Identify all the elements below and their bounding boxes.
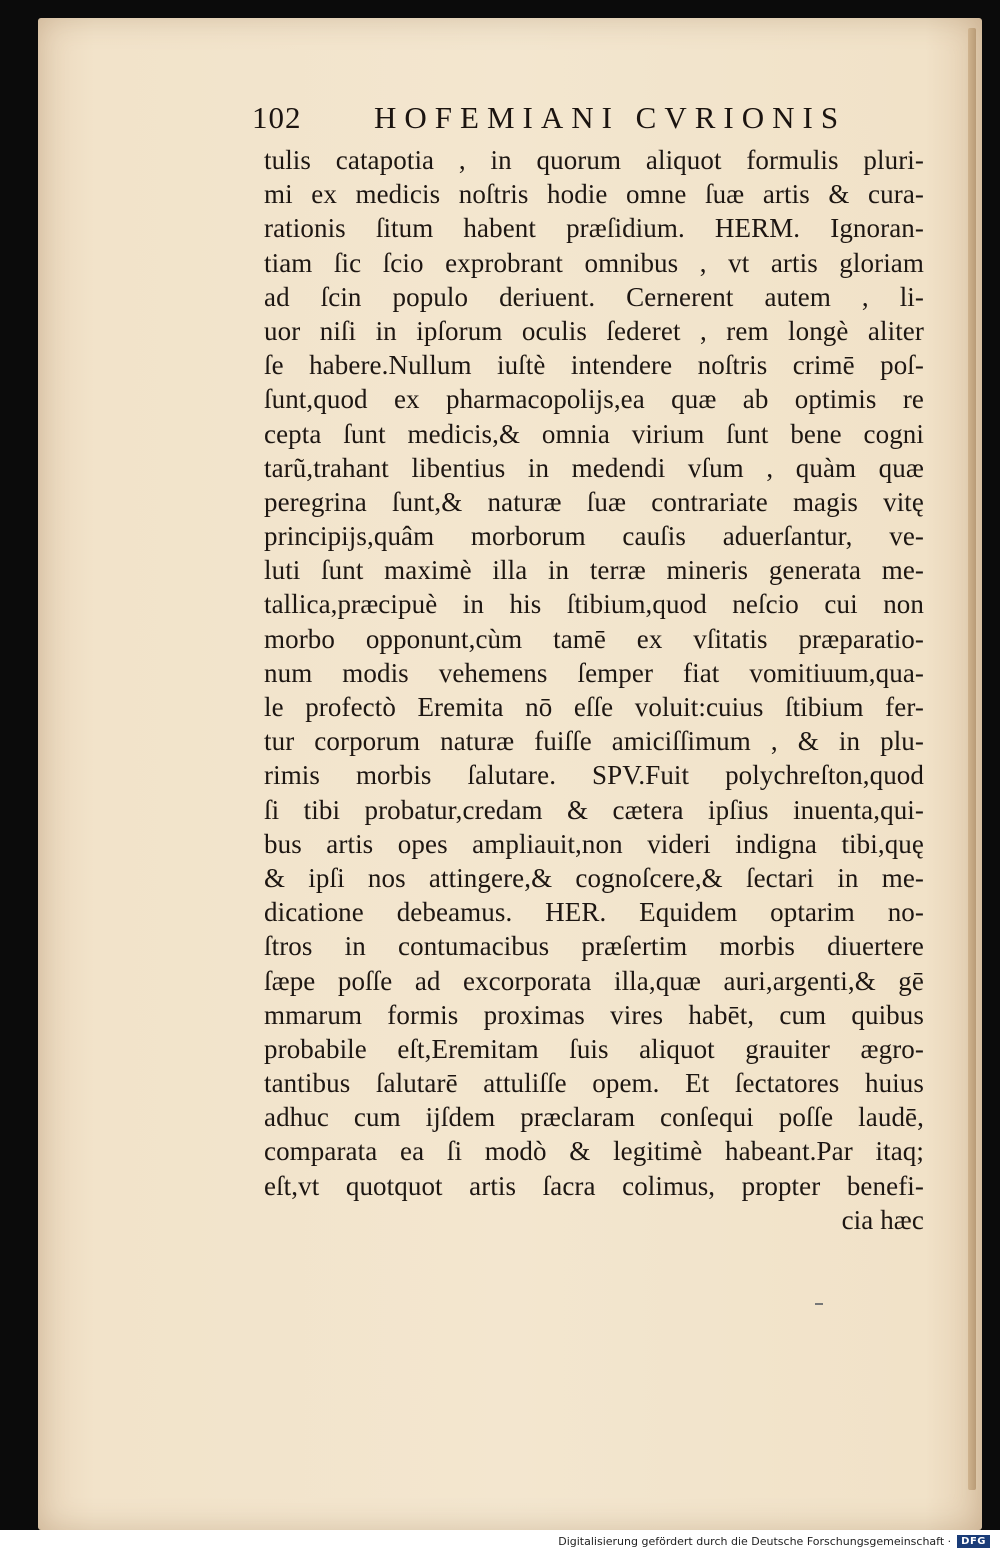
text-line: ſunt,quod ex pharmacopolijs,ea quæ ab optimis re bbox=[264, 384, 924, 415]
text-line: principijs,quâm morborum cauſis aduerſantur, ve- bbox=[264, 521, 924, 552]
text-line: tur corporum naturæ fuiſſe amiciſſimum , & in plu- bbox=[264, 726, 924, 757]
text-line: cia hæc bbox=[841, 1204, 924, 1235]
text-line: probabile eſt,Eremitam ſuis aliquot grauiter ægro- bbox=[264, 1033, 924, 1064]
ink-speck bbox=[815, 1303, 823, 1305]
text-line: bus artis opes ampliauit,non videri indigna tibi,quę bbox=[264, 828, 924, 859]
text-line: cepta ſunt medicis,& omnia virium ſunt bene cogni bbox=[264, 418, 924, 449]
text-line: & ipſi nos attingere,& cognoſcere,& ſectari in me- bbox=[264, 862, 924, 893]
text-line: tarũ,trahant libentius in medendi vſum , quàm quæ bbox=[264, 452, 924, 483]
text-line: tallica,præcipuè in his ſtibium,quod neſcio cui non bbox=[264, 589, 924, 620]
funding-credit: Digitalisierung gefördert durch die Deutsche Forschungsgemeinschaft · bbox=[558, 1534, 952, 1548]
running-header bbox=[252, 98, 912, 138]
running-title: HOFEMIANI CVRIONIS bbox=[374, 100, 847, 135]
text-line: le profectò Eremita nō eſſe voluit:cuius ſtibium fer- bbox=[264, 692, 924, 722]
text-line: ſe habere.Nullum iuſtè intendere noſtris crimē poſ- bbox=[264, 350, 924, 381]
text-line: ſi tibi probatur,credam & cætera ipſius inuenta,qui- bbox=[264, 794, 924, 825]
dfg-logo: DFG bbox=[957, 1535, 990, 1548]
text-line: eſt,vt quotquot artis ſacra colimus, propter benefi- bbox=[264, 1170, 924, 1201]
text-line: adhuc cum ijſdem præclaram conſequi poſſe laudē, bbox=[264, 1102, 924, 1133]
text-line: rationis ſitum habent præſidium. HERM. Ignoran- bbox=[264, 213, 924, 244]
text-line: peregrina ſunt,& naturæ ſuæ contrariate magis vitę bbox=[264, 486, 924, 517]
text-line: tantibus ſalutarē attuliſſe opem. Et ſectatores huius bbox=[264, 1068, 924, 1099]
page-edge bbox=[968, 28, 976, 1490]
page-text bbox=[264, 143, 924, 1237]
text-line: rimis morbis ſalutare. SPV.Fuit polychreſton,quod bbox=[264, 760, 924, 791]
text-line: morbo opponunt,cùm tamē ex vſitatis præparatio- bbox=[264, 623, 924, 654]
text-line: ſtros in contumacibus præſertim morbis diuertere bbox=[264, 931, 924, 962]
text-line: dicatione debeamus. HER. Equidem optarim no- bbox=[264, 897, 924, 928]
text-line: tulis catapotia , in quorum aliquot formulis pluri- bbox=[264, 145, 924, 175]
page-number: 102 bbox=[252, 100, 302, 135]
footer-bar bbox=[0, 1530, 1000, 1552]
text-line: mmarum formis proximas vires habēt, cum quibus bbox=[264, 999, 924, 1030]
text-line: luti ſunt maximè illa in terræ mineris generata me- bbox=[264, 555, 924, 586]
text-line: uor niſi in ipſorum oculis ſederet , rem longè aliter bbox=[264, 315, 924, 346]
text-line: mi ex medicis noſtris hodie omne ſuæ artis & cura- bbox=[264, 179, 924, 210]
text-line: ad ſcin populo deriuent. Cernerent autem , li- bbox=[264, 281, 924, 312]
text-line: comparata ea ſi modò & legitimè habeant.Par itaq; bbox=[264, 1136, 924, 1167]
text-line: tiam ſic ſcio exprobrant omnibus , vt artis gloriam bbox=[264, 247, 924, 278]
text-line: num modis vehemens ſemper fiat vomitiuum,qua- bbox=[264, 657, 924, 688]
text-line: ſæpe poſſe ad excorporata illa,quæ auri,argenti,& gē bbox=[264, 965, 924, 996]
